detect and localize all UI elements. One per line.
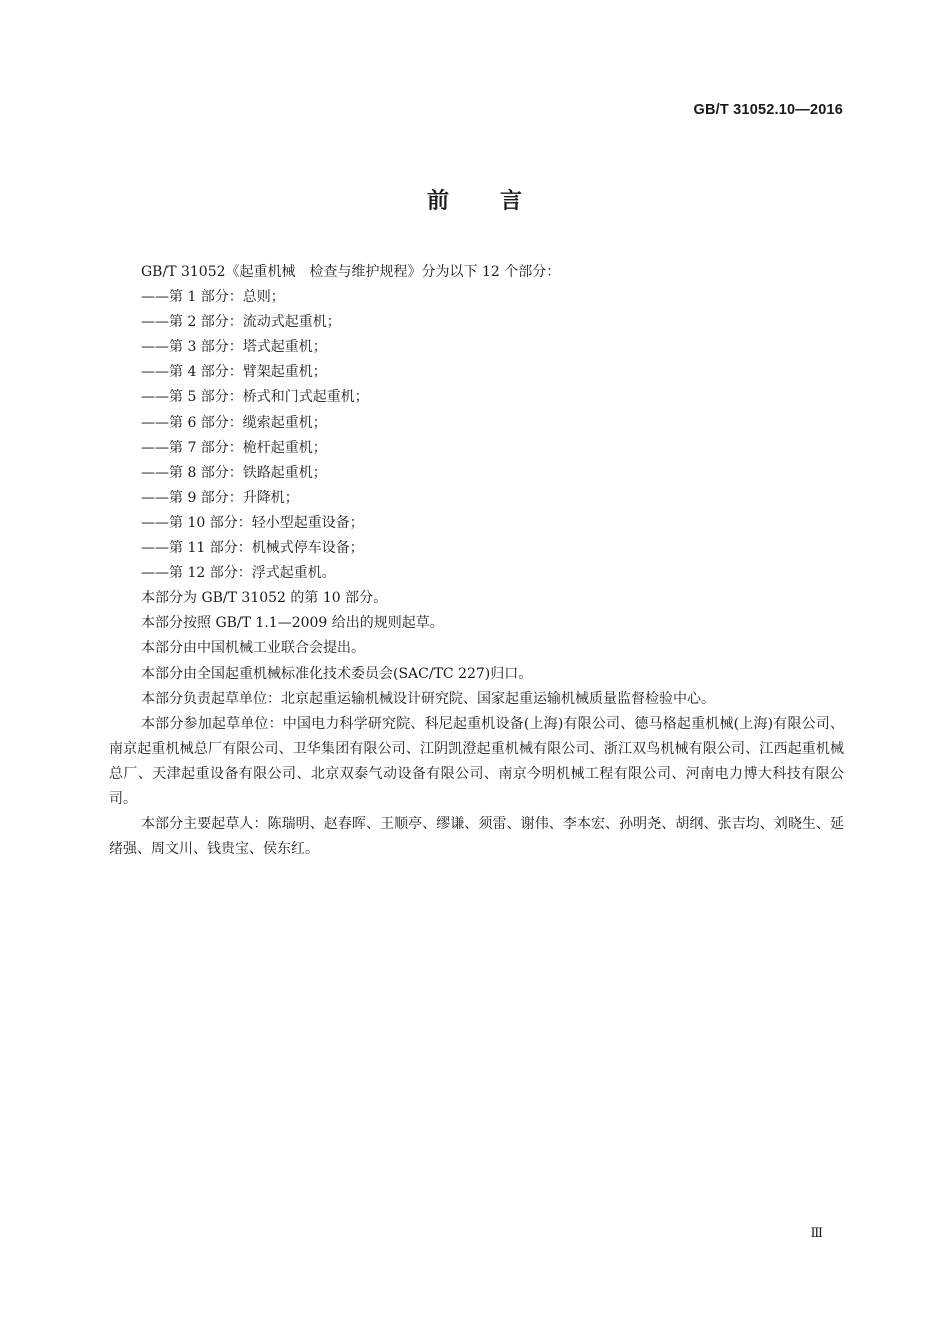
page-number: Ⅲ — [810, 1226, 822, 1241]
list-item: ——第 12 部分：浮式起重机。 — [141, 565, 336, 582]
part-statement: 本部分为 GB/T 31052 的第 10 部分。 — [141, 590, 388, 607]
proposer-statement: 本部分由中国机械工业联合会提出。 — [141, 640, 365, 657]
list-item: ——第 10 部分：轻小型起重设备； — [141, 514, 364, 531]
page-title — [0, 184, 950, 215]
parts-list — [109, 285, 844, 586]
title-char-1: 前 — [426, 189, 450, 214]
foreword-body — [109, 260, 844, 862]
committee-statement: 本部分由全国起重机械标准化技术委员会(SAC/TC 227)归口。 — [141, 665, 533, 682]
main-drafters-statement: 本部分主要起草人：陈瑞明、赵春晖、王顺亭、缪谦、须雷、谢伟、李本宏、孙明尧、胡纲、张吉均、刘晓生、延绪强、周文川、钱贵宝、侯东红。 — [109, 816, 844, 858]
title-char-2: 言 — [500, 189, 524, 214]
list-item: ——第 7 部分：桅杆起重机； — [141, 439, 327, 456]
list-item: ——第 6 部分：缆索起重机； — [141, 414, 327, 431]
list-item: ——第 8 部分：铁路起重机； — [141, 464, 327, 481]
list-item: ——第 5 部分：桥式和门式起重机； — [141, 389, 369, 406]
drafting-rules-statement: 本部分按照 GB/T 1.1—2009 给出的规则起草。 — [141, 615, 444, 632]
list-item: ——第 4 部分：臂架起重机； — [141, 364, 327, 381]
participating-drafters-statement: 本部分参加起草单位：中国电力科学研究院、科尼起重机设备(上海)有限公司、德马格起重机械(上海)有限公司、南京起重机械总厂有限公司、卫华集团有限公司、江阴凯澄起重机械有限公司、浙江双鸟机械有限公司、江西起重机械总厂、天津起重设备有限公司、北京双泰气动设备有限公司、南京今明机械工程有限公司、河南电力博大科技有限公司。 — [109, 715, 844, 807]
list-item: ——第 3 部分：塔式起重机； — [141, 339, 327, 356]
list-item: ——第 9 部分：升降机； — [141, 489, 299, 506]
list-item: ——第 1 部分：总则； — [141, 289, 285, 306]
list-item: ——第 2 部分：流动式起重机； — [141, 314, 341, 331]
intro-line: GB/T 31052《起重机械 检查与维护规程》分为以下 12 个部分： — [141, 264, 561, 280]
document-code: GB/T 31052.10—2016 — [693, 102, 843, 118]
list-item: ——第 11 部分：机械式停车设备； — [141, 540, 364, 557]
responsible-drafters-statement: 本部分负责起草单位：北京起重运输机械设计研究院、国家起重运输机械质量监督检验中心。 — [141, 690, 715, 707]
